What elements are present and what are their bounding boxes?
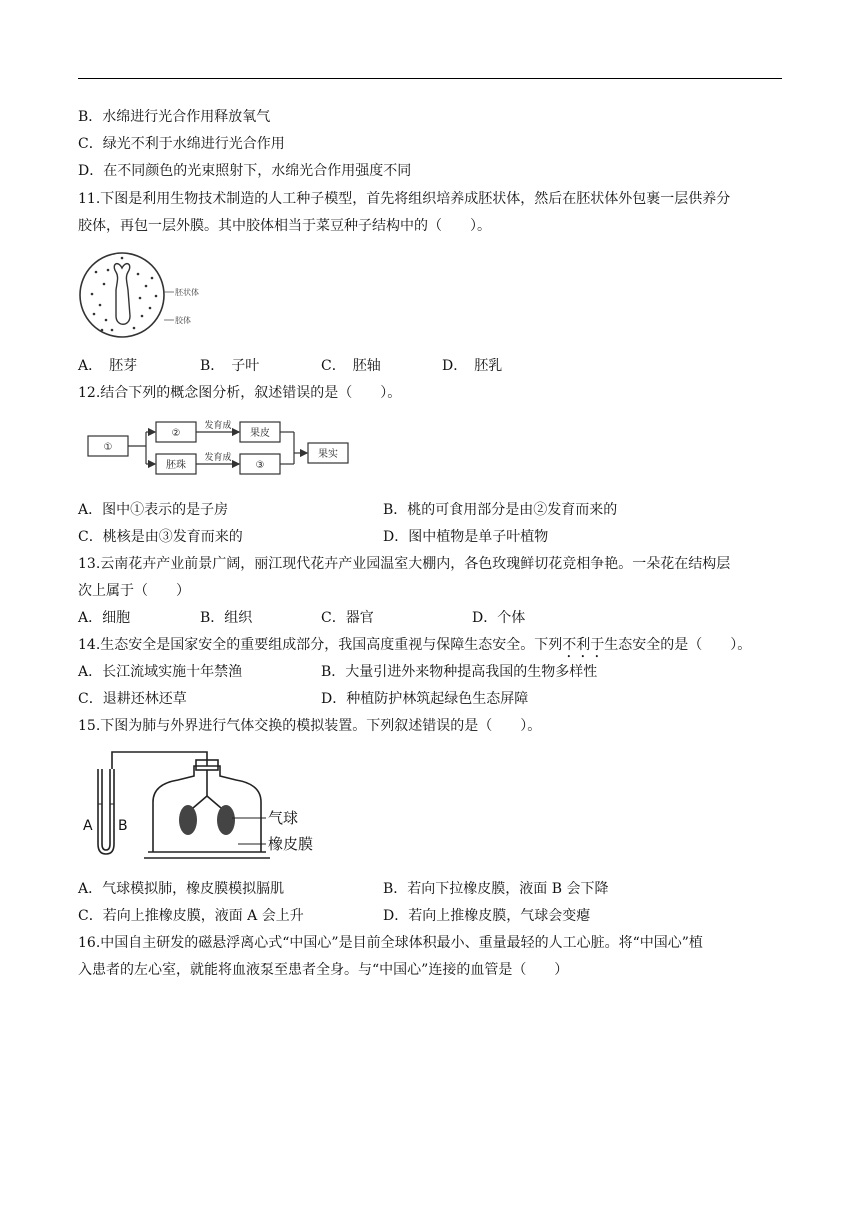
fig-label-gel: 胶体	[175, 316, 191, 325]
fig-label-membrane: 橡皮膜	[268, 835, 314, 853]
q14-stem-pre: 14.生态安全是国家安全的重要组成部分，我国高度重视与保障生态安全。下列	[78, 637, 563, 653]
q14-option-d: D．种植防护林筑起绿色生态屏障	[321, 691, 529, 707]
q14-option-c: C．退耕还林还草	[78, 691, 187, 707]
q15-option-b: B．若向下拉橡皮膜，液面 B 会下降	[383, 881, 609, 897]
q13-option-a: A．细胞	[78, 610, 131, 626]
map-arrow-label-1: 发育成	[204, 421, 232, 431]
q14-option-a: A．长江流域实施十年禁渔	[78, 664, 243, 680]
q10-option-b: B．水绵进行光合作用释放氧气	[78, 109, 271, 125]
q12-option-a: A．图中①表示的是子房	[78, 502, 229, 518]
q12-stem: 12.结合下列的概念图分析，叙述错误的是（ ）。	[78, 385, 402, 401]
q11-stem-line1: 11.下图是利用生物技术制造的人工种子模型，首先将组织培养成胚状体，然后在胚状体外包裹一层供养分	[78, 191, 731, 207]
artificial-seed-figure	[78, 250, 228, 345]
q15-option-d: D．若向上推橡皮膜，气球会变瘪	[383, 908, 591, 924]
q15-option-a: A．气球模拟肺，橡皮膜模拟膈肌	[78, 881, 285, 897]
q13-stem-line2: 次上属于（ ）	[78, 583, 190, 599]
map-box-2: ②	[171, 428, 181, 439]
q11-stem-line2: 胶体，再包一层外膜。其中胶体相当于菜豆种子结构中的（ ）。	[78, 218, 491, 234]
q10-option-c: C．绿光不利于水绵进行光合作用	[78, 136, 285, 152]
map-box-1: ①	[103, 442, 113, 453]
q11-option-b: B． 子叶	[200, 358, 260, 374]
fig-label-balloon: 气球	[268, 809, 299, 827]
q14-stem-post: 生态安全的是（ ）。	[604, 637, 752, 653]
map-box-ovule: 胚珠	[166, 460, 186, 471]
q13-option-d: D．个体	[472, 610, 526, 626]
q14-stem	[78, 636, 751, 661]
fig-label-a: A	[83, 818, 93, 834]
q13-option-b: B．组织	[200, 610, 253, 626]
q16-stem-line1: 16.中国自主研发的磁悬浮离心式“中国心”是目前全球体积最小、重量最轻的人工心脏。将“中国心”植	[78, 935, 703, 951]
concept-map-figure	[78, 410, 368, 488]
fig-label-embryoid: 胚状体	[175, 288, 199, 297]
map-arrow-label-2: 发育成	[204, 453, 232, 463]
q12-option-d: D．图中植物是单子叶植物	[383, 529, 549, 545]
q15-stem: 15.下图为肺与外界进行气体交换的模拟装置。下列叙述错误的是（ ）。	[78, 718, 542, 734]
q13-option-c: C．器官	[321, 610, 374, 626]
q10-option-d: D．在不同颜色的光束照射下，水绵光合作用强度不同	[78, 163, 412, 179]
map-box-fruit: 果实	[318, 449, 338, 460]
map-box-peel: 果皮	[250, 428, 270, 439]
lung-model-figure	[78, 744, 314, 866]
q13-stem-line1: 13.云南花卉产业前景广阔，丽江现代花卉产业园温室大棚内，各色玫瑰鲜切花竞相争艳。一朵花在结构层	[78, 556, 731, 572]
q16-stem-line2: 入患者的左心室，就能将血液泵至患者全身。与“中国心”连接的血管是（ ）	[78, 962, 569, 978]
q14-option-b: B．大量引进外来物种提高我国的生物多样性	[321, 664, 598, 680]
q11-option-d: D． 胚乳	[442, 358, 503, 374]
q14-stem-emphasis: 不利于	[562, 637, 605, 653]
map-box-3: ③	[255, 460, 265, 471]
q12-option-c: C．桃核是由③发育而来的	[78, 529, 243, 545]
q12-option-b: B．桃的可食用部分是由②发育而来的	[383, 502, 618, 518]
header-rule	[78, 78, 782, 79]
fig-label-b: B	[118, 818, 128, 834]
q11-option-a: A． 胚芽	[78, 358, 138, 374]
q11-option-c: C． 胚轴	[321, 358, 381, 374]
q15-option-c: C．若向上推橡皮膜，液面 A 会上升	[78, 908, 304, 924]
